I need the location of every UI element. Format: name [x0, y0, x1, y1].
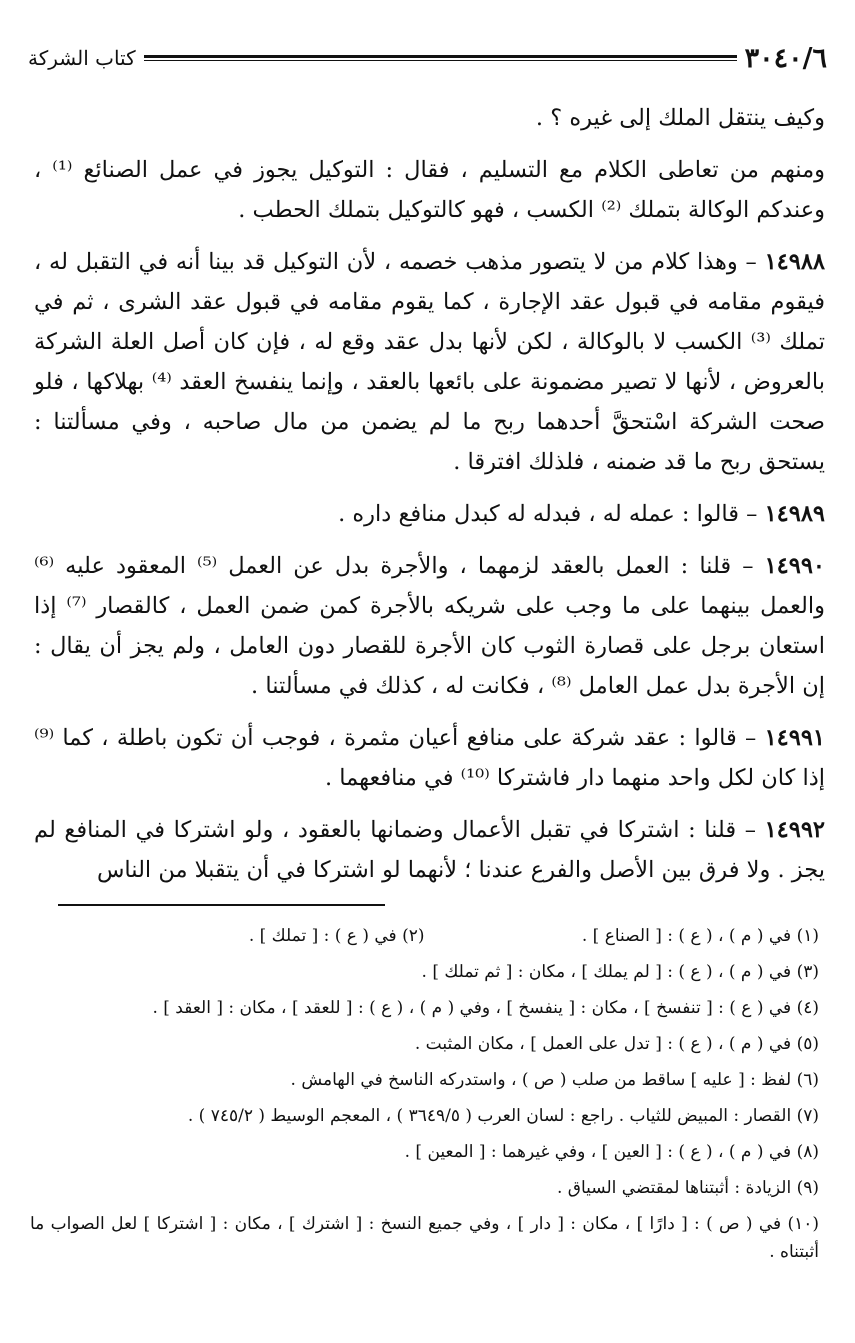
paragraph	[34, 546, 825, 706]
footnote: (٨) في ( م ) ، ( ع ) : [ العين ] ، وفي غيرهما : [ المعين ] .	[404, 1142, 819, 1162]
footnote-row	[30, 922, 819, 958]
running-title: كتاب الشركة	[28, 46, 136, 70]
page-number: ٣٠٤٠/٦	[744, 42, 827, 74]
footnote-separator	[58, 904, 385, 906]
paragraph	[34, 810, 825, 890]
footnote: (٩) الزيادة : أثبتناها لمقتضي السياق .	[556, 1178, 819, 1198]
footnote: (١٠) في ( ص ) : [ دارًا ] ، مكان : [ دار ] ، وفي جميع النسخ : [ اشترك ] ، مكان : [ اشتركا ] لعل الصواب ما أثبتناه .	[30, 1214, 819, 1262]
issue-number: ١٤٩٩٢	[764, 817, 825, 843]
paragraph	[34, 718, 825, 798]
issue-number: ١٤٩٩١	[764, 725, 825, 751]
header-rule	[144, 55, 737, 61]
footnotes	[30, 922, 819, 1274]
paragraph-text: وكيف ينتقل الملك إلى غيره ؟ .	[535, 105, 825, 131]
main-text	[34, 98, 825, 900]
footnote: (٢) في ( ع ) : [ تملك ] .	[248, 926, 425, 946]
footnote: (٦) لفظ : [ عليه ] ساقط من صلب ( ص ) ، واستدركه الناسخ في الهامش .	[290, 1070, 819, 1090]
paragraph-text: – قالوا : عمله له ، فبدله له كبدل منافع داره .	[338, 501, 765, 527]
footnote: (٣) في ( م ) ، ( ع ) : [ لم يملك ] ، مكان : [ ثم تملك ] .	[421, 962, 819, 982]
footnote: (٧) القصار : المبيض للثياب . راجع : لسان العرب ( ٣٦٤٩/٥ ) ، المعجم الوسيط ( ٧٤٥/٢ ) .	[187, 1106, 819, 1126]
paragraph	[34, 494, 825, 534]
paragraph-text: – وهذا كلام من لا يتصور مذهب خصمه ، لأن التوكيل قد بينا أنه في التقبل له ، فيقوم مقامه في قبول عقد الإجارة ، كما يقوم مقامه في قبول عقد الشرى ، ثم في تملك ⁽³⁾ الكسب لا بالوكالة ، لكن لأنها بدل عقد وقع له ، فإن كان أصل العلة الشركة بالعروض ، لأنها لا تصير مضمونة على بائعها بالعقد ، وإنما ينفسخ العقد ⁽⁴⁾ بهلاكها ، فلو صحت الشركة اسْتحقَّ أحدهما ربح ما لم يضمن من مال صاحبه ، وفي مسألتنا : يستحق ربح ما قد ضمنه ، فلذلك افترقا .	[34, 249, 825, 475]
paragraph	[34, 242, 825, 482]
issue-number: ١٤٩٩٠	[764, 553, 826, 579]
paragraph	[34, 150, 825, 230]
footnote: (٥) في ( م ) ، ( ع ) : [ تدل على العمل ] ، مكان المثبت .	[414, 1034, 819, 1054]
issue-number: ١٤٩٨٨	[764, 249, 825, 275]
footnote: (١) في ( م ) ، ( ع ) : [ الصناع ] .	[581, 926, 819, 946]
page-header	[28, 38, 827, 78]
paragraph	[34, 98, 825, 138]
issue-number: ١٤٩٨٩	[764, 501, 825, 527]
footnote: (٤) في ( ع ) : [ تنفسخ ] ، مكان : [ ينفسخ ] ، وفي ( م ) ، ( ع ) : [ للعقد ] ، مكان : [ العقد ] .	[152, 998, 819, 1018]
paragraph-text: – قالوا : عقد شركة على منافع أعيان مثمرة ، فوجب أن تكون باطلة ، كما ⁽⁹⁾ إذا كان لكل واحد منهما دار فاشتركا ⁽¹⁰⁾ في منافعهما .	[34, 725, 825, 791]
paragraph-text: – قلنا : العمل بالعقد لزمهما ، والأجرة بدل عن العمل ⁽⁵⁾ المعقود عليه ⁽⁶⁾ والعمل بينهما على ما وجب على شريكه بالأجرة كمن ضمن العمل ، كالقصار ⁽⁷⁾ إذا استعان برجل على قصارة الثوب كان الأجرة للقصار دون العامل ، ولم يجز أن يقال : إن الأجرة بدل عمل العامل ⁽⁸⁾ ، فكانت له ، كذلك في مسألتنا .	[34, 553, 825, 699]
paragraph-text: – قلنا : اشتركا في تقبل الأعمال وضمانها بالعقود ، ولو اشتركا في المنافع لم يجز . ولا فرق بين الأصل والفرع عندنا ؛ لأنهما لو اشتركا في أن يتقبلا من الناس	[34, 817, 825, 883]
paragraph-text: ومنهم من تعاطى الكلام مع التسليم ، فقال : التوكيل يجوز في عمل الصنائع ⁽¹⁾ ، وعندكم الوكالة بتملك ⁽²⁾ الكسب ، فهو كالتوكيل بتملك الحطب .	[34, 157, 825, 223]
